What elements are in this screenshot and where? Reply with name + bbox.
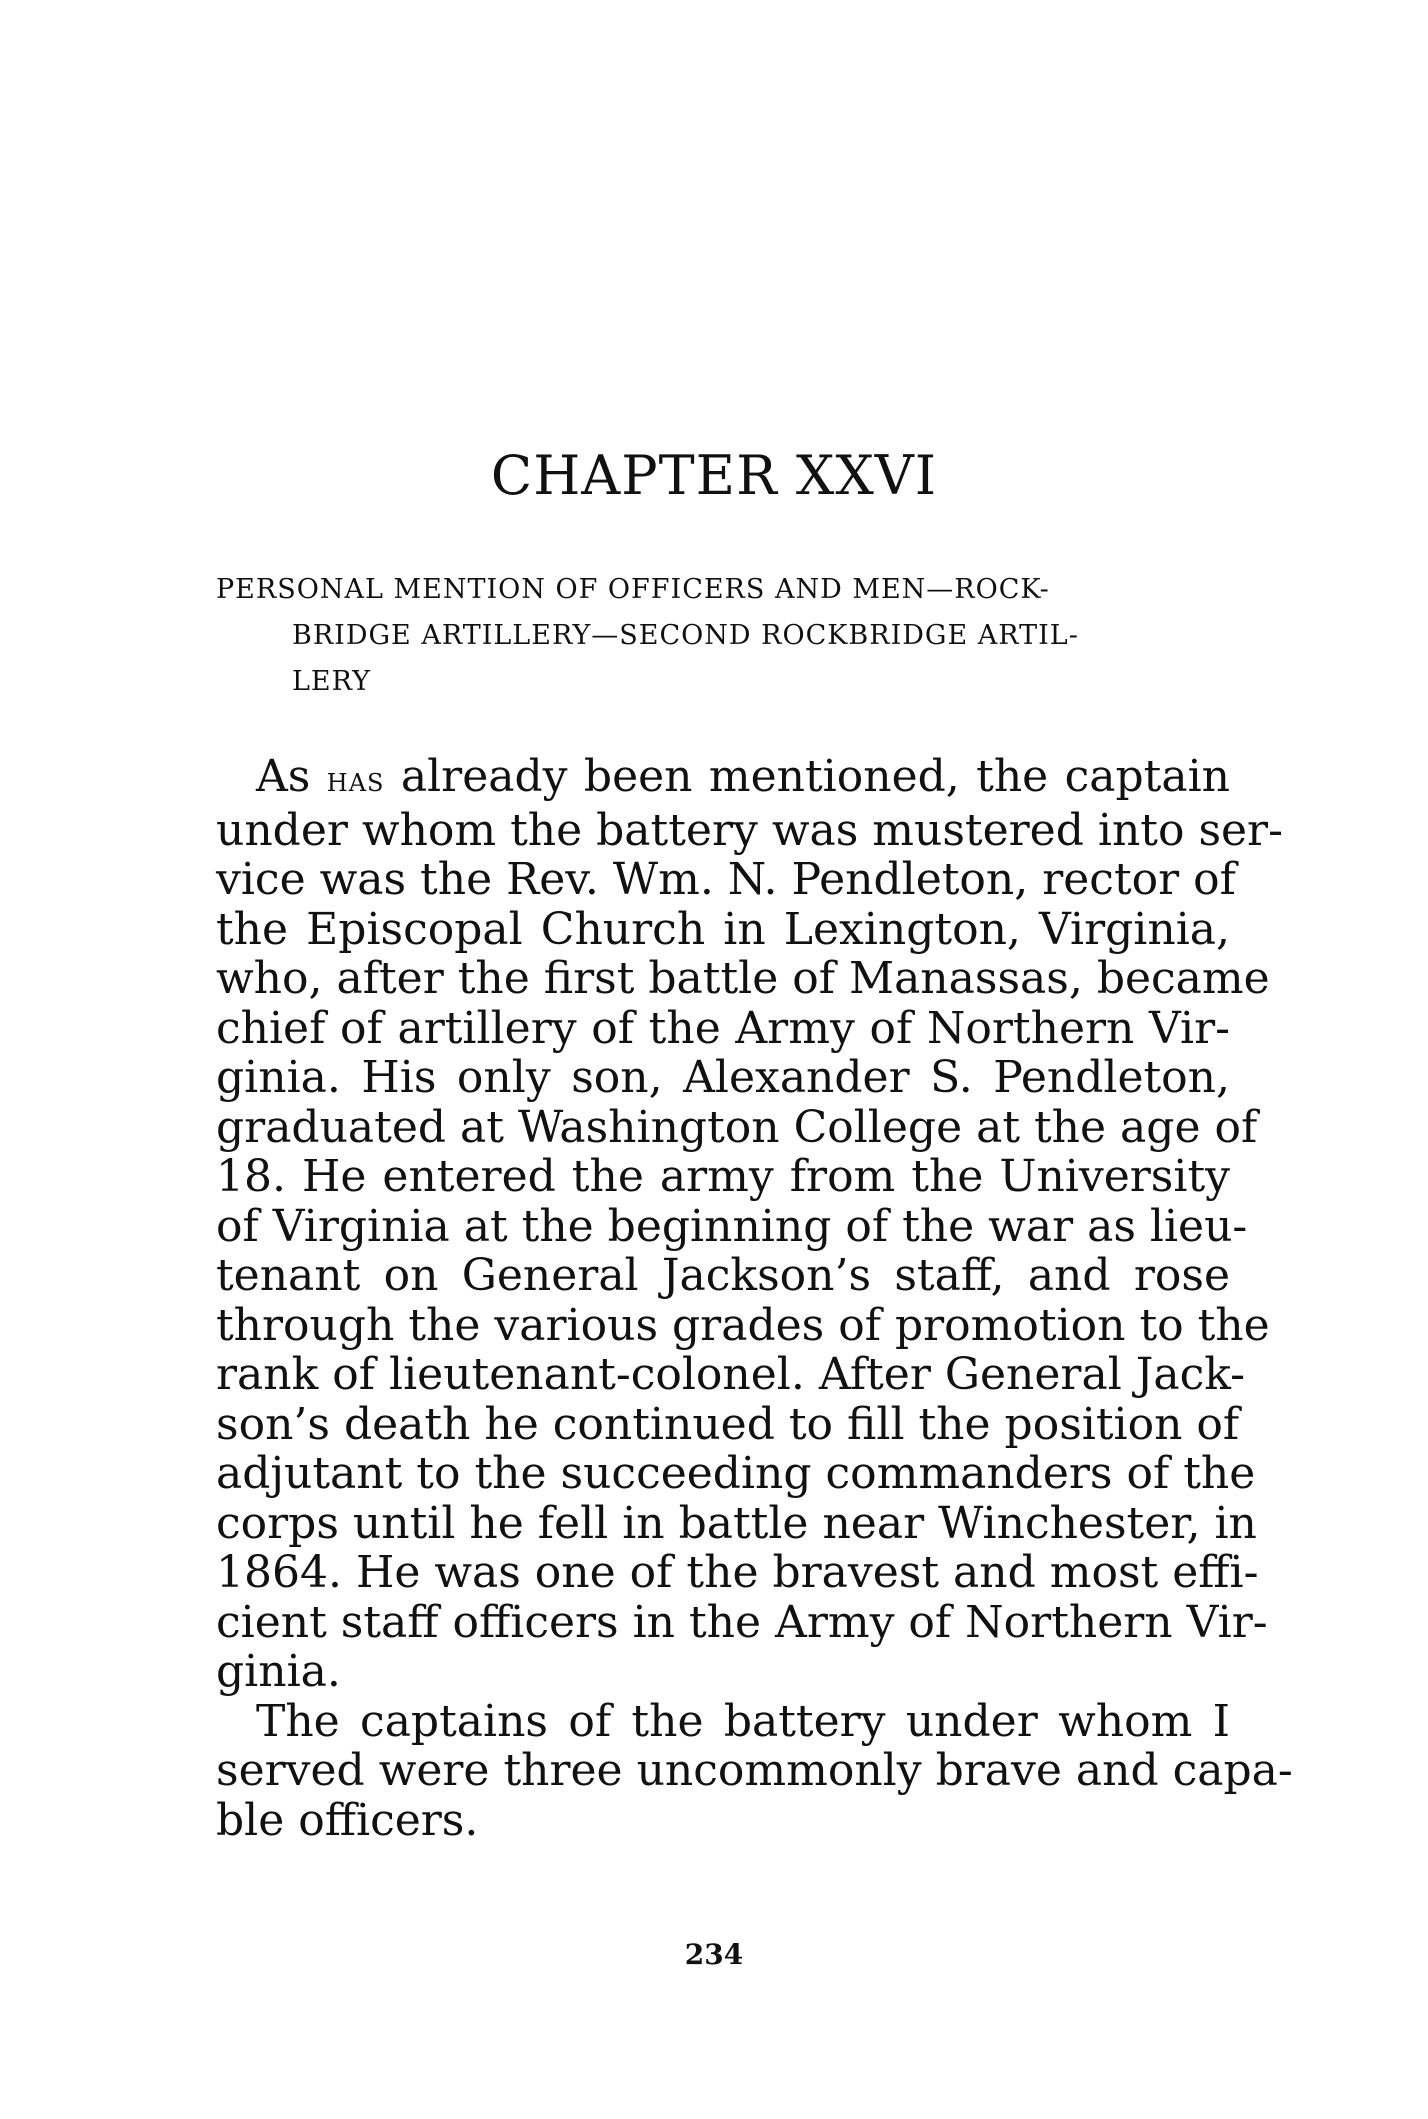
opening-word: As: [256, 751, 311, 802]
paragraph-line: cient staff officers in the Army of Northern Vir-: [216, 1596, 1268, 1648]
paragraph-line: tenant on General Jackson’s staff, and rose: [216, 1250, 1230, 1301]
subheading-line: BRIDGE ARTILLERY—SECOND ROCKBRIDGE ARTIL-: [292, 620, 1079, 651]
paragraph-line: served were three uncommonly brave and capa-: [216, 1745, 1293, 1796]
paragraph-line: [216, 752, 1230, 806]
body-text: [216, 751, 1293, 1846]
paragraph-line: 18. He entered the army from the University: [216, 1151, 1230, 1202]
paragraph-line: adjutant to the succeeding commanders of the: [216, 1448, 1256, 1499]
paragraph-line: of Virginia at the beginning of the war as lieu-: [216, 1200, 1248, 1252]
paragraph-line: rank of lieutenant-colonel. After General Jack-: [216, 1349, 1246, 1400]
chapter-subheading: [216, 567, 1226, 705]
paragraph-line: corps until he fell in battle near Winchester, in: [216, 1497, 1257, 1549]
paragraph-line: under whom the battery was mustered into ser-: [216, 804, 1283, 856]
paragraph-line: ginia. His only son, Alexander S. Pendleton,: [216, 1052, 1230, 1103]
subheading-line: PERSONAL MENTION OF OFFICERS AND MEN—ROCK-: [216, 574, 1050, 605]
paragraph-line: ginia.: [216, 1646, 341, 1697]
paragraph-line: The captains of the battery under whom I: [256, 1695, 1230, 1747]
opening-smallcaps: has: [326, 760, 385, 800]
opening-line-rest: already been mentioned, the captain: [400, 751, 1230, 802]
paragraph-line: ble officers.: [216, 1794, 479, 1846]
paragraph-line: the Episcopal Church in Lexington, Virginia,: [216, 903, 1230, 955]
paragraph-line: through the various grades of promotion to the: [216, 1299, 1270, 1351]
paragraph-line: graduated at Washington College at the age of: [216, 1101, 1258, 1153]
paragraph-line: 1864. He was one of the bravest and most effi-: [216, 1547, 1259, 1598]
paragraph-line: chief of artillery of the Army of Northern Vir-: [216, 1002, 1230, 1054]
paragraph-line: vice was the Rev. Wm. N. Pendleton, rector of: [216, 854, 1236, 905]
paragraph-line: son’s death he continued to fill the position of: [216, 1398, 1240, 1450]
page-number: 234: [684, 1938, 744, 1971]
chapter-title: CHAPTER XXVI: [490, 444, 938, 507]
subheading-line: LERY: [292, 666, 371, 697]
paragraph-line: who, after the first battle of Manassas, became: [216, 953, 1270, 1004]
